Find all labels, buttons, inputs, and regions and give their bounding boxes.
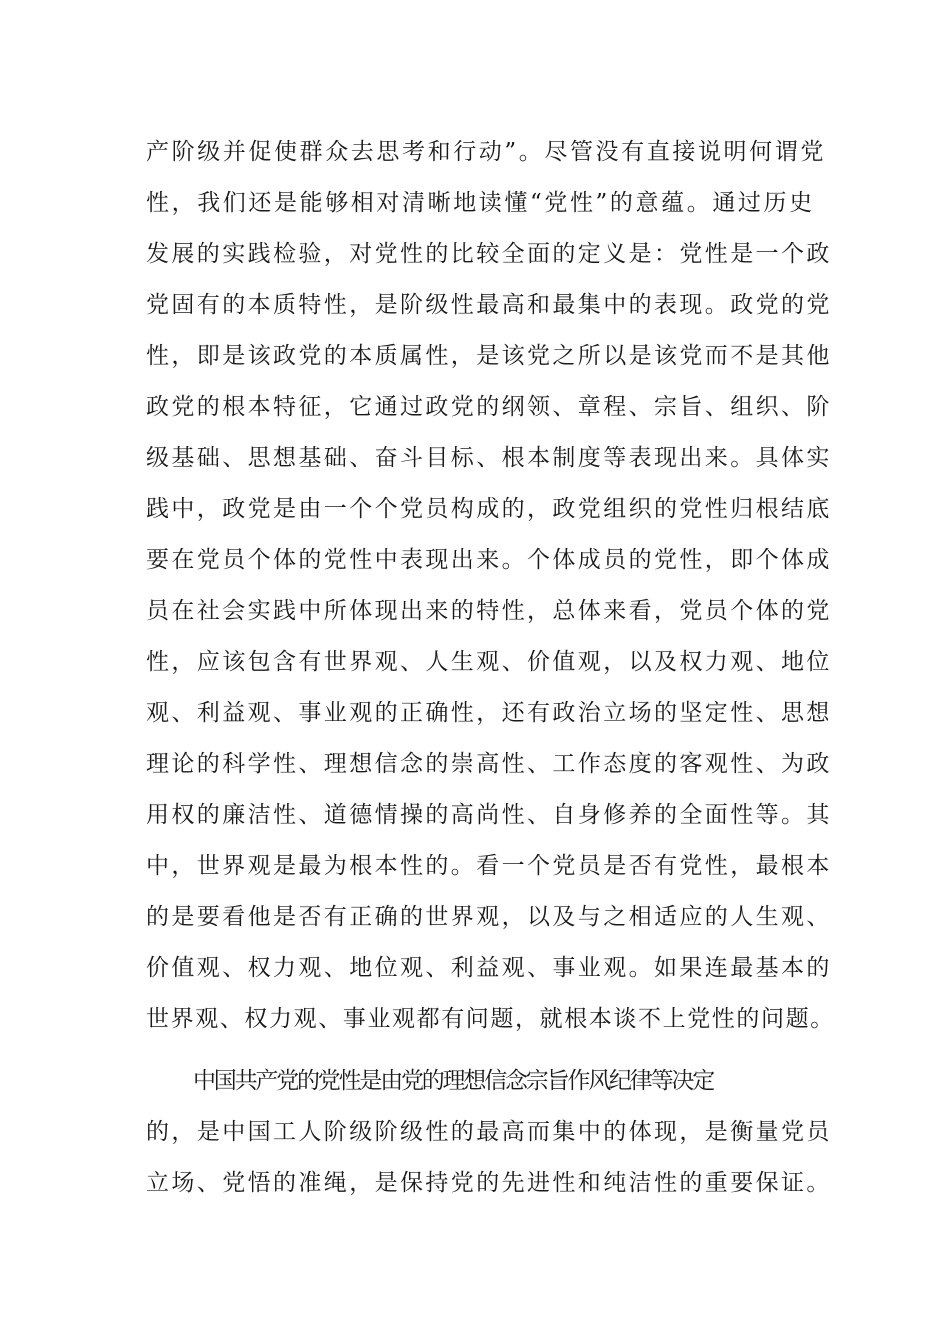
text-line: 世界观、权力观、事业观都有问题，就根本谈不上党性的问题。	[146, 1006, 835, 1032]
text-line: 产阶级并促使群众去思考和行动”。尽管没有直接说明何谓党	[146, 139, 826, 165]
text-line: 要在党员个体的党性中表现出来。个体成员的党性，即个体成	[146, 547, 832, 573]
text-line: 用权的廉洁性、道德情操的高尚性、自身修养的全面性等。其	[146, 802, 832, 828]
text-line: 员在社会实践中所体现出来的特性，总体来看，党员个体的党	[146, 598, 832, 624]
text-line: 性，应该包含有世界观、人生观、价值观，以及权力观、地位	[146, 649, 832, 675]
text-line: 性，我们还是能够相对清晰地读懂“党性”的意蕴。通过历史	[146, 190, 815, 216]
text-line: 中国共产党的党性是由党的理想信念宗旨作风纪律等决定	[193, 1068, 714, 1094]
text-line: 立场、党悟的准绳，是保持党的先进性和纯洁性的重要保证。	[146, 1170, 832, 1196]
text-line: 发展的实践检验，对党性的比较全面的定义是：党性是一个政	[146, 241, 832, 267]
text-line: 政党的根本特征，它通过政党的纲领、章程、宗旨、组织、阶	[146, 394, 832, 420]
text-line: 中，世界观是最为根本性的。看一个党员是否有党性，最根本	[146, 853, 832, 879]
text-line: 的是要看他是否有正确的世界观，以及与之相适应的人生观、	[146, 904, 832, 930]
text-line: 理论的科学性、理想信念的崇高性、工作态度的客观性、为政	[146, 751, 832, 777]
text-line: 级基础、思想基础、奋斗目标、根本制度等表现出来。具体实	[146, 445, 832, 471]
text-line: 的，是中国工人阶级阶级性的最高而集中的体现，是衡量党员	[146, 1119, 832, 1145]
text-line: 践中，政党是由一个个党员构成的，政党组织的党性归根结底	[146, 496, 832, 522]
text-line: 党固有的本质特性，是阶级性最高和最集中的表现。政党的党	[146, 292, 832, 318]
text-line: 性，即是该政党的本质属性，是该党之所以是该党而不是其他	[146, 343, 832, 369]
text-line: 观、利益观、事业观的正确性，还有政治立场的坚定性、思想	[146, 700, 832, 726]
text-line: 价值观、权力观、地位观、利益观、事业观。如果连最基本的	[146, 955, 832, 981]
